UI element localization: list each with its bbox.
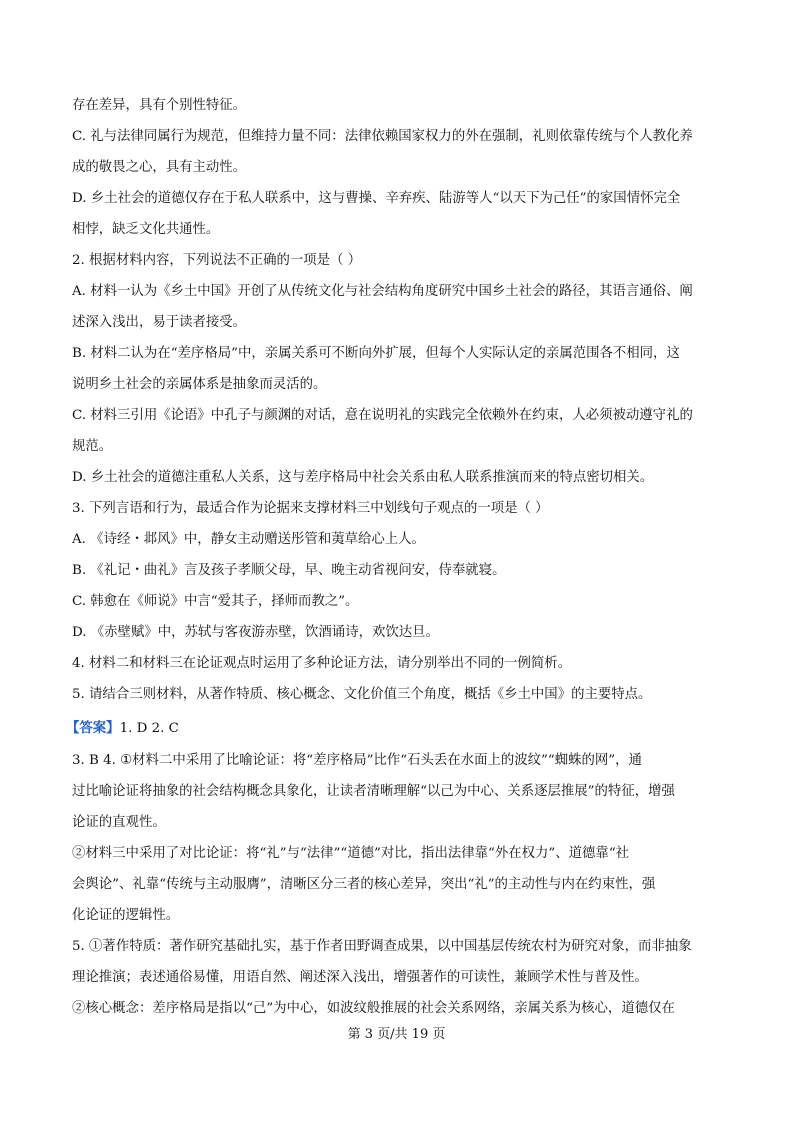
answer-tag: 【答案】	[66, 720, 120, 736]
text-line: 述深入浅出，易于读者接受。	[72, 315, 247, 330]
question-2: 2. 根据材料内容，下列说法不正确的一项是（ ）	[72, 253, 362, 268]
answer-text-line: 5. ①著作特质：著作研究基础扎实，基于作者田野调查成果，以中国基层传统农村为研究对象，而非抽象	[72, 939, 692, 954]
text-line: 规范。	[72, 439, 113, 454]
text-line: B. 《礼记・曲礼》言及孩子孝顺父母，早、晚主动省视问安，侍奉就寝。	[72, 563, 506, 578]
text-line: D. 《赤壁赋》中，苏轼与客夜游赤壁，饮酒诵诗，欢饮达旦。	[72, 625, 439, 640]
text-line: C. 韩愈在《师说》中言“爱其子，择师而教之”。	[72, 594, 359, 609]
text-line: 相悖，缺乏文化共通性。	[72, 222, 220, 237]
question-5: 5. 请结合三则材料，从著作特质、核心概念、文化价值三个角度，概括《乡土中国》的主要特点。	[72, 687, 652, 702]
answer-first: 1. D 2. C	[119, 721, 179, 736]
text-line: C. 礼与法律同属行为规范，但维持力量不同：法律依赖国家权力的外在强制，礼则依靠传统与个人教化养	[72, 129, 693, 144]
answer-text-line: ②核心概念：差序格局是指以“己”为中心，如波纹般推展的社会关系网络，亲属关系为核心，道德仅在	[72, 1001, 675, 1016]
text-line: 存在差异，具有个别性特征。	[72, 98, 247, 113]
answer-text-line: 过比喻论证将抽象的社会结构概念具象化，让读者清晰理解“以己为中心、关系逐层推展”的特征，增强	[72, 784, 675, 799]
text-line: 成的敬畏之心，具有主动性。	[72, 160, 247, 175]
question-4: 4. 材料二和材料三在论证观点时运用了多种论证方法，请分别举出不同的一例简析。	[72, 656, 572, 671]
text-line: A. 材料一认为《乡土中国》开创了从传统文化与社会结构角度研究中国乡土社会的路径，其语言通俗、阐	[72, 284, 693, 299]
question-3: 3. 下列言语和行为，最适合作为论据来支撑材料三中划线句子观点的一项是（ ）	[72, 501, 549, 516]
page-footer: 第 3 页/共 19 页	[347, 1027, 446, 1042]
answer-text-line: 论证的直观性。	[72, 815, 166, 830]
answer-text-line: 理论推演；表述通俗易懂，用语自然、阐述深入浅出，增强著作的可读性，兼顾学术性与普及性。	[72, 970, 648, 985]
text-line: D. 乡土社会的道德仅存在于私人联系中，这与曹操、辛弃疾、陆游等人“以天下为己任”的家国情怀完全	[72, 191, 681, 206]
text-line: C. 材料三引用《论语》中孔子与颜渊的对话，意在说明礼的实践完全依赖外在约束，人必须被动遵守礼的	[72, 408, 693, 423]
answer-text-line: 会舆论”、礼靠“传统与主动服膺”，清晰区分三者的核心差异，突出“礼”的主动性与内在约束性，强	[72, 877, 656, 892]
text-line: A. 《诗经・邶风》中，静女主动赠送彤管和荑草给心上人。	[72, 532, 425, 547]
answer-line	[66, 718, 718, 739]
text-line: 说明乡土社会的亲属体系是抽象而灵活的。	[72, 377, 327, 392]
answer-text-line: 化论证的逻辑性。	[72, 908, 180, 923]
text-line: D. 乡土社会的道德注重私人关系，这与差序格局中社会关系由私人联系推演而来的特点密切相关。	[72, 470, 654, 485]
answer-text-line: ②材料三中采用了对比论证：将“礼”与“法律”“道德”对比，指出法律靠“外在权力”、道德靠“社	[72, 846, 630, 861]
text-line: B. 材料二认为在“差序格局”中，亲属关系可不断向外扩展，但每个人实际认定的亲属范围各不相同，这	[72, 346, 680, 361]
answer-text-line: 3. B 4. ①材料二中采用了比喻论证：将“差序格局”比作“石头丢在水面上的波纹”“蜘蛛的网”，通	[72, 753, 642, 768]
